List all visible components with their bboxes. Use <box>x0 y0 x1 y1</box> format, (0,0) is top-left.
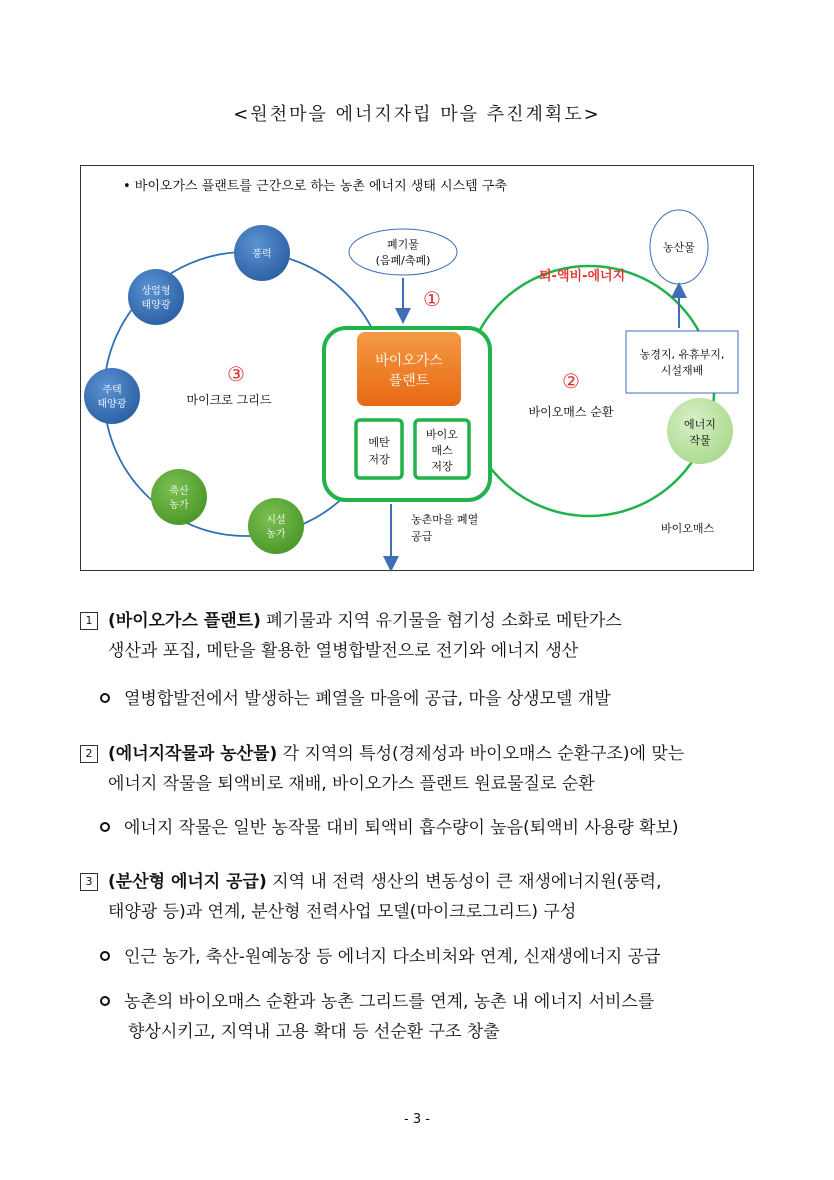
facility-farm-label-1: 시설 <box>266 515 286 526</box>
farmland-label-2: 시설재배 <box>660 364 704 377</box>
bullet-text-continued: 향상시키고, 지역내 고용 확대 등 선순환 구조 창출 <box>128 1022 500 1042</box>
biomass-storage-label-1: 바이오 <box>426 428 458 441</box>
bullet-item <box>100 942 760 972</box>
biogas-plant-label-1: 바이오가스 <box>375 353 443 369</box>
section-biogas-plant <box>80 606 760 666</box>
section-number-box: 1 <box>80 612 98 630</box>
section-title: (바이오가스 플랜트) <box>108 611 261 631</box>
bullet-text: 에너지 작물은 일반 농작물 대비 퇴액비 흡수량이 높음(퇴액비 사용량 확보) <box>124 818 679 838</box>
methane-storage-box <box>356 420 402 478</box>
facility-farm-node <box>248 498 304 554</box>
heat-supply-label-1: 농촌마을 폐열 <box>411 513 479 526</box>
home-solar-label-2: 태양광 <box>97 399 127 410</box>
bullet-item <box>100 813 760 843</box>
biomass-label: 바이오매스 <box>661 522 715 535</box>
wind-label: 풍력 <box>252 249 272 260</box>
energy-crop-label-2: 작물 <box>689 434 711 447</box>
biomass-storage-label-2: 매스 <box>431 444 453 457</box>
section-title: (에너지작물과 농산물) <box>108 744 278 764</box>
circle-bullet-icon <box>100 951 110 961</box>
circle-bullet-icon <box>100 996 110 1006</box>
produce-label: 농산물 <box>663 241 695 254</box>
circle-bullet-icon <box>100 822 110 832</box>
fertilizer-energy-label: 퇴-액비-에너지 <box>539 269 626 284</box>
biogas-plant-box <box>357 332 461 406</box>
section-number-box: 3 <box>80 873 98 891</box>
bullet-item <box>100 684 760 714</box>
biomass-storage-label-3: 저장 <box>431 460 453 473</box>
biomass-cycle-label: 바이오매스 순환 <box>528 405 614 419</box>
section-title: (분산형 에너지 공급) <box>108 872 267 892</box>
step3-marker: ③ <box>227 362 245 386</box>
livestock-label-1: 축산 <box>169 486 189 497</box>
waste-node <box>349 229 457 275</box>
section-distributed-energy <box>80 867 760 927</box>
livestock-node <box>151 469 207 525</box>
section-text-continued: 에너지 작물을 퇴액비로 재배, 바이오가스 플랜트 원료물질로 순환 <box>108 774 595 794</box>
circle-bullet-icon <box>100 693 110 703</box>
waste-label-2: (음폐/축폐) <box>375 254 431 267</box>
commercial-solar-label-2: 태양광 <box>141 300 171 311</box>
section-number-box: 2 <box>80 745 98 763</box>
home-solar-node <box>84 368 140 424</box>
bullet-text: 농촌의 바이오매스 순환과 농촌 그리드를 연계, 농촌 내 에너지 서비스를 <box>124 992 655 1012</box>
diagram-bullet-text: • 바이오가스 플랜트를 근간으로 하는 농촌 에너지 생태 시스템 구축 <box>123 179 507 194</box>
home-solar-label-1: 주택 <box>102 385 122 396</box>
bullet-text: 인근 농가, 축산-원예농장 등 에너지 다소비처와 연계, 신재생에너지 공급 <box>124 947 661 967</box>
section-text: 각 지역의 특성(경제성과 바이오매스 순환구조)에 맞는 <box>277 744 685 764</box>
step2-marker: ② <box>562 369 580 393</box>
energy-crop-label-1: 에너지 <box>684 418 716 431</box>
heat-supply-label-2: 공급 <box>411 530 433 543</box>
bullet-text: 열병합발전에서 발생하는 폐열을 마을에 공급, 마을 상생모델 개발 <box>124 689 611 709</box>
farmland-label-1: 농경지, 유휴부지, <box>639 348 725 361</box>
section-text-continued: 태양광 등)과 연계, 분산형 전력사업 모델(마이크로그리드) 구성 <box>108 902 577 922</box>
livestock-label-2: 농가 <box>169 500 189 511</box>
commercial-solar-label-1: 상업형 <box>141 286 171 297</box>
waste-label-1: 폐기물 <box>387 238 419 251</box>
methane-storage-label-1: 메탄 <box>368 436 390 449</box>
section-text: 지역 내 전력 생산의 변동성이 큰 재생에너지원(풍력, <box>266 872 662 892</box>
microgrid-label: 마이크로 그리드 <box>186 393 272 407</box>
bullet-item <box>100 987 760 1047</box>
page-number: - 3 - <box>404 1112 430 1127</box>
section-text-continued: 생산과 포집, 메탄을 활용한 열병합발전으로 전기와 에너지 생산 <box>108 641 579 661</box>
farmland-box <box>626 331 738 393</box>
methane-storage-label-2: 저장 <box>368 453 390 466</box>
section-text: 폐기물과 지역 유기물을 혐기성 소화로 메탄가스 <box>260 611 622 631</box>
facility-farm-label-2: 농가 <box>266 529 286 540</box>
page-title: <원천마을 에너지자립 마을 추진계획도> <box>233 104 601 125</box>
section-energy-crops <box>80 739 760 799</box>
step1-marker: ① <box>423 287 441 311</box>
energy-crop-node <box>667 398 733 464</box>
biogas-plant-label-2: 플랜트 <box>388 373 430 389</box>
energy-plan-diagram <box>80 165 754 571</box>
commercial-solar-node <box>128 269 184 325</box>
